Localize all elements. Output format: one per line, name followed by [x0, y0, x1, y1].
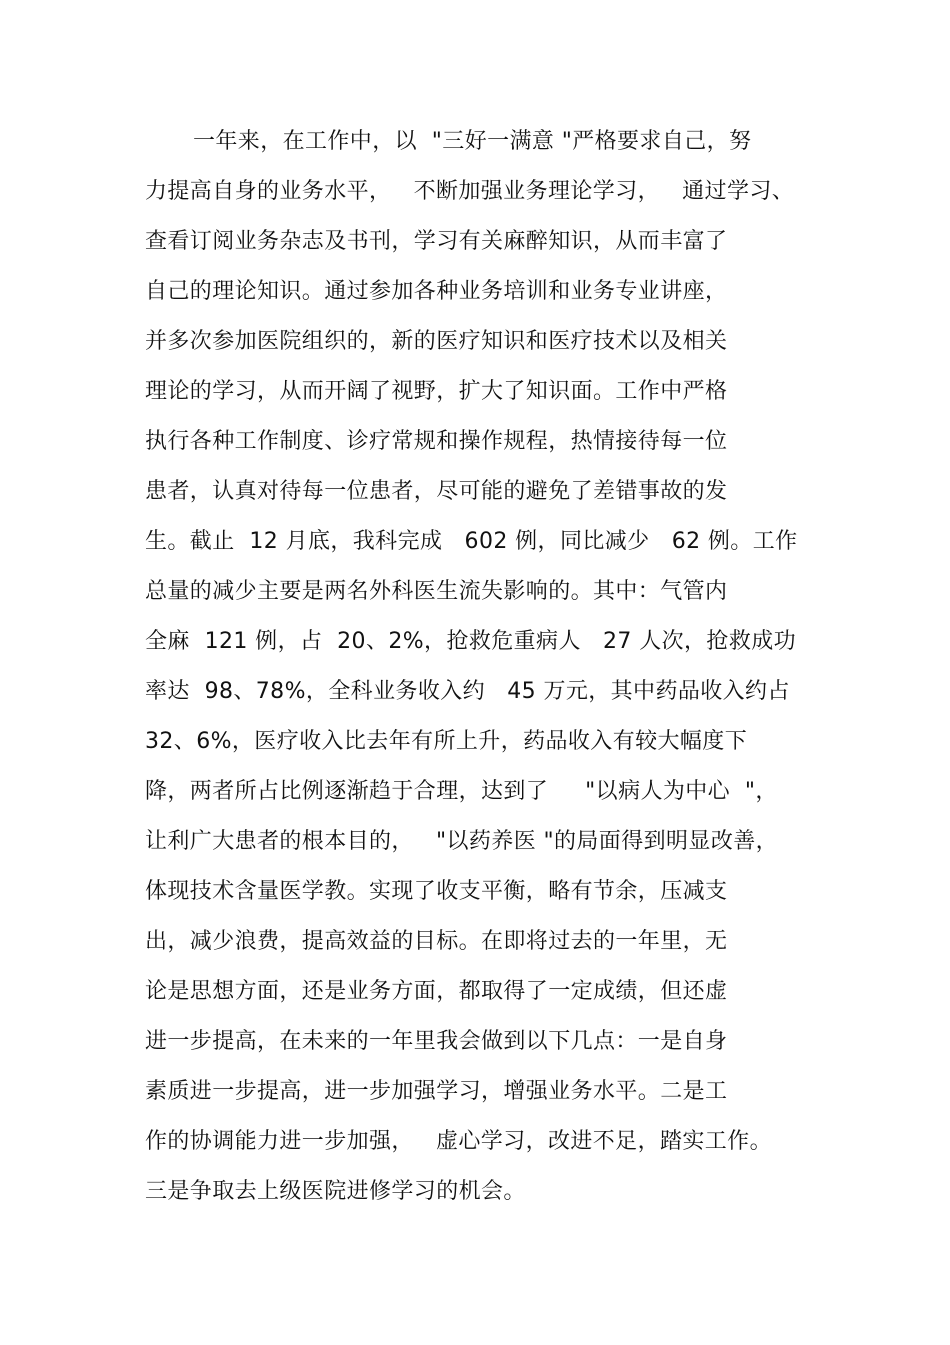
text-line: 率达 98、78%，全科业务收入约 45 万元，其中药品收入约占 — [145, 679, 790, 704]
text-line: 降，两者所占比例逐渐趋于合理，达到了 "以病人为中心 "， — [145, 779, 778, 804]
text-line: 32、6%，医疗收入比去年有所上升，药品收入有较大幅度下 — [145, 729, 748, 754]
text-line: 进一步提高，在未来的一年里我会做到以下几点：一是自身 — [145, 1029, 728, 1054]
text-line: 查看订阅业务杂志及书刊，学习有关麻醉知识，从而丰富了 — [145, 229, 728, 254]
text-line: 生。截止 12 月底，我科完成 602 例，同比减少 62 例。工作 — [145, 529, 798, 554]
text-line: 总量的减少主要是两名外科医生流失影响的。其中：气管内 — [145, 579, 728, 604]
text-line: 让利广大患者的根本目的， "以药养医 "的局面得到明显改善， — [145, 829, 779, 854]
text-line: 理论的学习，从而开阔了视野，扩大了知识面。工作中严格 — [145, 379, 728, 404]
text-line: 自己的理论知识。通过参加各种业务培训和业务专业讲座， — [145, 279, 728, 304]
text-line: 全麻 121 例，占 20、2%，抢救危重病人 27 人次，抢救成功 — [145, 629, 797, 654]
text-line: 作的协调能力进一步加强， 虚心学习，改进不足，踏实工作。 — [145, 1129, 772, 1154]
text-line: 力提高自身的业务水平， 不断加强业务理论学习， 通过学习、 — [145, 179, 795, 204]
text-line: 三是争取去上级医院进修学习的机会。 — [145, 1179, 526, 1204]
text-line: 一年来，在工作中，以 "三好一满意 "严格要求自己，努 — [193, 129, 752, 154]
text-line: 患者，认真对待每一位患者，尽可能的避免了差错事故的发 — [145, 479, 728, 504]
text-line: 出，减少浪费，提高效益的目标。在即将过去的一年里，无 — [145, 929, 728, 954]
text-line: 体现技术含量医学教。实现了收支平衡，略有节余，压减支 — [145, 879, 728, 904]
text-line: 并多次参加医院组织的，新的医疗知识和医疗技术以及相关 — [145, 329, 728, 354]
text-line: 素质进一步提高，进一步加强学习，增强业务水平。二是工 — [145, 1079, 728, 1104]
text-line: 执行各种工作制度、诊疗常规和操作规程，热情接待每一位 — [145, 429, 728, 454]
text-line: 论是思想方面，还是业务方面，都取得了一定成绩，但还虚 — [145, 979, 728, 1004]
